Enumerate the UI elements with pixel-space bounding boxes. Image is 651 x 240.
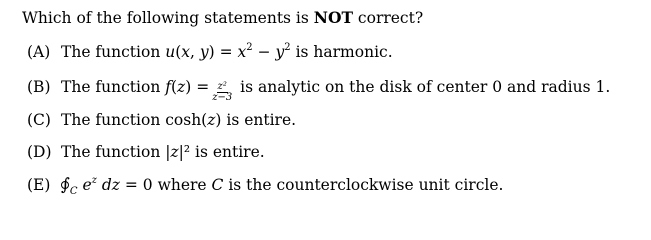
option-c [27, 111, 296, 129]
option-c-z: z [207, 111, 216, 129]
question-text [22, 8, 423, 27]
option-a-u: u [165, 43, 176, 61]
option-b-text-after: is analytic on the disk of center 0 and radius 1. [235, 78, 611, 96]
option-d-text-after: |² is entire. [178, 143, 265, 161]
option-b-text-before: The function [61, 78, 166, 96]
option-a [27, 43, 393, 61]
option-c-text-before: The function cosh( [61, 111, 208, 129]
option-a-text-before: The function [61, 43, 166, 61]
option-c-text-after: ) is entire. [215, 111, 297, 129]
option-e-text-after: = 0 where [119, 176, 212, 194]
option-b-arg: (z) = [170, 78, 210, 96]
option-e-contour-sub: C [69, 186, 78, 197]
question-emphasis: NOT [313, 8, 353, 27]
option-b-label: (B) [27, 78, 51, 96]
option-a-label: (A) [27, 43, 51, 61]
option-e-label: (E) [27, 176, 51, 194]
option-b-fraction [212, 82, 232, 103]
option-e [27, 175, 503, 195]
option-e-integrand: $e^z$ dz [82, 174, 120, 194]
contour-integral-icon: ∫ [61, 175, 70, 195]
option-d [27, 143, 265, 161]
option-d-label: (D) [27, 143, 52, 161]
option-d-z: z [170, 143, 179, 161]
option-b-numerator: z² [217, 81, 227, 92]
question-prefix: Which of the following statements is [22, 9, 314, 27]
option-e-text-end: is the counterclockwise unit circle. [223, 176, 504, 194]
question-suffix: correct? [353, 9, 424, 27]
option-d-text-before: The function | [61, 143, 171, 161]
option-a-text-after: is harmonic. [290, 43, 393, 61]
option-a-formula: (x, $y) = x^2 - y^2$ [175, 41, 291, 61]
option-b-f: f [165, 78, 171, 96]
option-e-c: C [211, 176, 224, 194]
option-b [27, 78, 610, 106]
option-b-denominator: z−3 [212, 92, 233, 103]
option-c-label: (C) [27, 111, 51, 129]
